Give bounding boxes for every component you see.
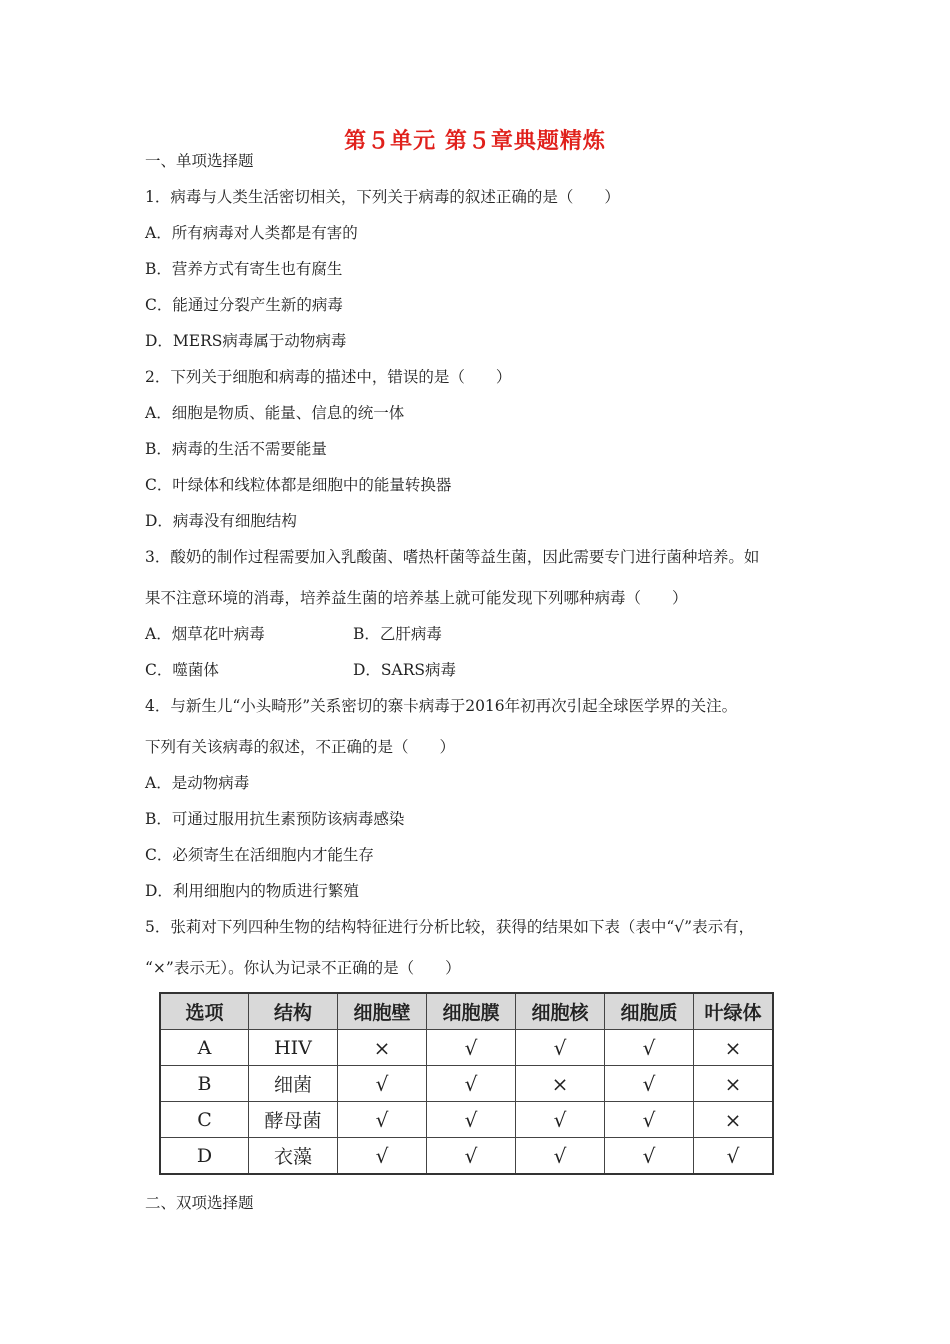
question-4-stem-line-2: 下列有关该病毒的叙述，不正确的是（ ） (145, 738, 456, 756)
header-nucleus: 细胞核 (516, 993, 605, 1030)
organism-structure-table (159, 992, 774, 1175)
nucleus-mark: × (516, 1066, 605, 1102)
header-cell-membrane: 细胞膜 (427, 993, 516, 1030)
header-cell-wall: 细胞壁 (338, 993, 427, 1030)
row-option: B (160, 1066, 249, 1102)
cell-wall-mark: √ (338, 1066, 427, 1102)
chloroplast-mark: × (694, 1030, 774, 1066)
nucleus-mark: √ (516, 1030, 605, 1066)
cell-membrane-mark: √ (427, 1102, 516, 1138)
question-3-stem-line-1: 3．酸奶的制作过程需要加入乳酸菌、嗜热杆菌等益生菌，因此需要专门进行菌种培养。如 (145, 548, 760, 566)
chloroplast-mark: × (694, 1066, 774, 1102)
question-1-option-d: D．MERS病毒属于动物病毒 (145, 332, 347, 350)
cytoplasm-mark: √ (605, 1138, 694, 1175)
table-header-row (160, 993, 773, 1030)
question-4-option-b: B．可通过服用抗生素预防该病毒感染 (145, 810, 405, 828)
question-2-option-b: B．病毒的生活不需要能量 (145, 440, 327, 458)
section-heading-double-choice: 二、双项选择题 (145, 1194, 254, 1212)
chloroplast-mark: √ (694, 1138, 774, 1175)
cytoplasm-mark: √ (605, 1066, 694, 1102)
row-organism: 酵母菌 (249, 1102, 338, 1138)
row-organism: 细菌 (249, 1066, 338, 1102)
table-row (160, 1102, 773, 1138)
chloroplast-mark: × (694, 1102, 774, 1138)
page-title: 第５单元 第５章典题精炼 (344, 129, 606, 154)
cell-membrane-mark: √ (427, 1030, 516, 1066)
question-1-option-c: C．能通过分裂产生新的病毒 (145, 296, 343, 314)
header-option: 选项 (160, 993, 249, 1030)
cell-wall-mark: × (338, 1030, 427, 1066)
question-1-option-a: A．所有病毒对人类都是有害的 (145, 224, 358, 242)
nucleus-mark: √ (516, 1138, 605, 1175)
row-option: D (160, 1138, 249, 1175)
row-option: C (160, 1102, 249, 1138)
question-2-stem: 2．下列关于细胞和病毒的描述中，错误的是（ ） (145, 368, 512, 386)
cell-membrane-mark: √ (427, 1066, 516, 1102)
question-3-option-b: B．乙肝病毒 (353, 625, 442, 643)
question-1-stem: 1．病毒与人类生活密切相关，下列关于病毒的叙述正确的是（ ） (145, 188, 620, 206)
row-option: A (160, 1030, 249, 1066)
question-3-option-a: A．烟草花叶病毒 (145, 625, 265, 643)
nucleus-mark: √ (516, 1102, 605, 1138)
question-3-stem-line-2: 果不注意环境的消毒，培养益生菌的培养基上就可能发现下列哪种病毒（ ） (145, 589, 688, 607)
table-row (160, 1138, 773, 1175)
cell-wall-mark: √ (338, 1102, 427, 1138)
cytoplasm-mark: √ (605, 1030, 694, 1066)
row-organism: 衣藻 (249, 1138, 338, 1175)
section-heading-single-choice: 一、单项选择题 (145, 152, 254, 170)
cell-membrane-mark: √ (427, 1138, 516, 1175)
header-organism: 结构 (249, 993, 338, 1030)
question-4-option-c: C．必须寄生在活细胞内才能生存 (145, 846, 374, 864)
header-chloroplast: 叶绿体 (694, 993, 774, 1030)
question-2-option-c: C．叶绿体和线粒体都是细胞中的能量转换器 (145, 476, 452, 494)
table-row (160, 1030, 773, 1066)
row-organism: HIV (249, 1030, 338, 1066)
header-cytoplasm: 细胞质 (605, 993, 694, 1030)
cytoplasm-mark: √ (605, 1102, 694, 1138)
table-row (160, 1066, 773, 1102)
cell-wall-mark: √ (338, 1138, 427, 1175)
question-1-option-b: B．营养方式有寄生也有腐生 (145, 260, 343, 278)
question-5-stem-line-2: “×”表示无）。你认为记录不正确的是（ ） (145, 959, 461, 977)
question-4-option-a: A．是动物病毒 (145, 774, 250, 792)
question-3-option-c: C．噬菌体 (145, 661, 219, 679)
question-4-stem-line-1: 4．与新生儿“小头畸形”关系密切的寨卡病毒于2016年初再次引起全球医学界的关注。 (145, 697, 738, 715)
question-4-option-d: D．利用细胞内的物质进行繁殖 (145, 882, 359, 900)
question-2-option-a: A．细胞是物质、能量、信息的统一体 (145, 404, 405, 422)
question-3-option-d: D．SARS病毒 (353, 661, 457, 679)
question-5-stem-line-1: 5．张莉对下列四种生物的结构特征进行分析比较，获得的结果如下表（表中“√”表示有， (145, 918, 755, 936)
question-2-option-d: D．病毒没有细胞结构 (145, 512, 297, 530)
